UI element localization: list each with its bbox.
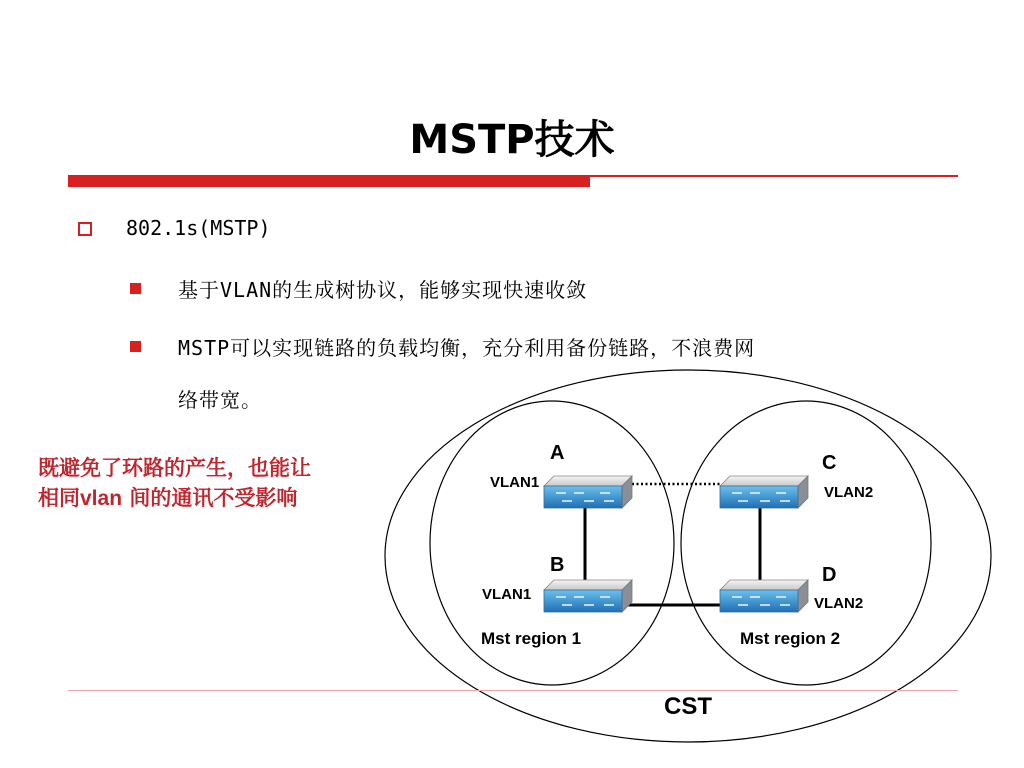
vlan-label-b: VLAN1 <box>482 586 532 603</box>
label-b: B <box>550 554 565 576</box>
sub-bullet-load-balance-cont: 络带宽。 <box>178 388 262 412</box>
cst-label: CST <box>664 693 712 720</box>
label-c: C <box>822 452 837 474</box>
region1-label: Mst region 1 <box>481 629 582 648</box>
note-vlan: vlan <box>80 487 123 510</box>
switch-b-icon <box>544 580 632 612</box>
note-text: 相同 <box>38 486 80 510</box>
vlan-label-d: VLAN2 <box>814 595 864 612</box>
switch-d-icon <box>720 580 808 612</box>
vlan-label-c: VLAN2 <box>824 484 874 501</box>
region2-label: Mst region 2 <box>740 629 841 648</box>
sub-bullet-load-balance: MSTP可以实现链路的负载均衡，充分利用备份链路，不浪费网 <box>178 336 756 360</box>
switch-c-icon <box>720 476 808 508</box>
bullet-text-mstp: 802.1s(MSTP) <box>126 216 271 240</box>
footer-divider <box>68 690 958 691</box>
sub-bullet-vlan-spanning-tree: 基于VLAN的生成树协议，能够实现快速收敛 <box>178 278 588 302</box>
vlan-label-a: VLAN1 <box>490 474 540 491</box>
note-text-end: 间的通讯不受影响 <box>122 486 298 510</box>
cst-boundary <box>385 370 991 742</box>
slide-title: MSTP技术 <box>409 117 615 163</box>
switch-a-icon <box>544 476 632 508</box>
red-annotation-line1: 既避免了环路的产生，也能让 <box>38 456 311 480</box>
label-a: A <box>550 442 565 464</box>
label-d: D <box>822 564 837 586</box>
